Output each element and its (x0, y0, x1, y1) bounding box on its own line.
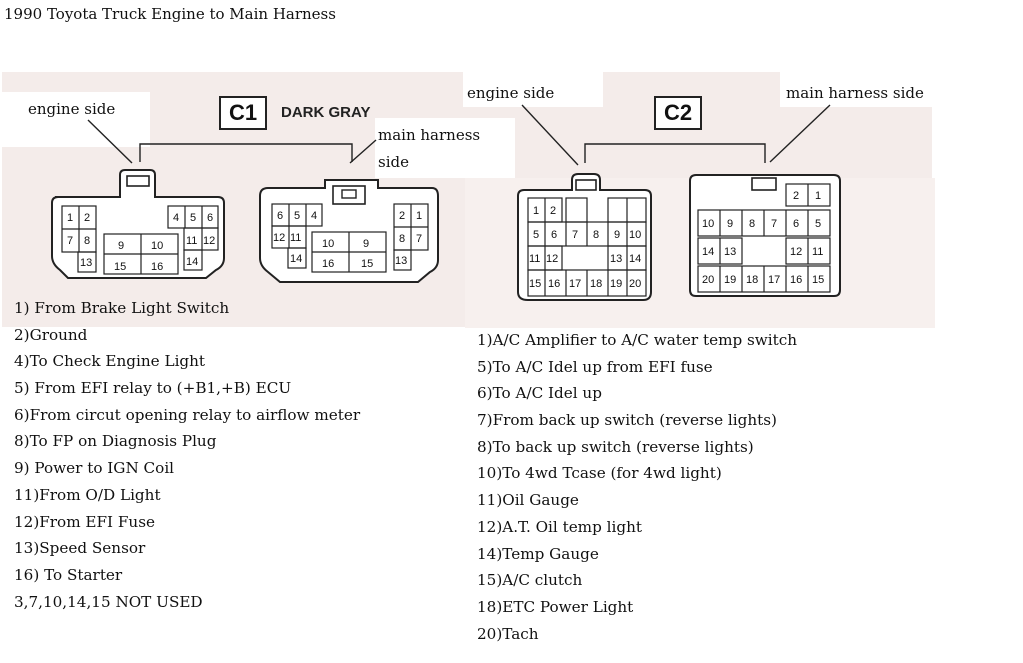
list-item: 6)To A/C Idel up (477, 384, 602, 403)
list-item: 15)A/C clutch (477, 571, 583, 590)
c2-engine-side-label: engine side (467, 84, 555, 102)
pin-number: 12 (203, 235, 216, 247)
list-item: 11)From O/D Light (14, 485, 161, 504)
pointer-line (88, 120, 132, 163)
pin-number: 11 (290, 232, 302, 244)
pin-number: 12 (273, 232, 286, 244)
pin-number: 7 (67, 235, 74, 247)
pin-number: 17 (569, 278, 582, 290)
pin-number: 6 (793, 218, 800, 230)
list-item: 14)Temp Gauge (477, 544, 599, 563)
pin-number: 1 (815, 190, 822, 202)
pin-number: 15 (812, 274, 825, 286)
pin-number: 20 (702, 274, 715, 286)
c1-main-harness-label: main harness (378, 126, 481, 144)
pin-number: 8 (399, 233, 406, 245)
list-item: 9) Power to IGN Coil (14, 459, 175, 478)
pin-number: 13 (610, 253, 623, 265)
c1-badge: C1 (219, 96, 267, 130)
pin-number: 15 (114, 261, 127, 273)
pointer-line (522, 105, 578, 165)
pin-number: 6 (207, 212, 214, 224)
list-item: 5) From EFI relay to (+B1,+B) ECU (14, 379, 292, 398)
pin-number: 5 (815, 218, 822, 230)
list-item: 4)To Check Engine Light (14, 352, 206, 371)
pin-number: 18 (746, 274, 759, 286)
pin-number: 2 (793, 190, 800, 202)
pin-number: 17 (768, 274, 781, 286)
list-item: 1) From Brake Light Switch (14, 299, 230, 317)
pin-number: 5 (533, 229, 540, 241)
pin-number: 8 (593, 229, 600, 241)
list-item: 11)Oil Gauge (477, 491, 579, 510)
list-item: 3,7,10,14,15 NOT USED (14, 592, 203, 611)
page-title: 1990 Toyota Truck Engine to Main Harness (4, 5, 336, 23)
pin-number: 12 (790, 246, 803, 258)
pin-number: 6 (277, 210, 284, 222)
pin-number: 1 (533, 205, 540, 217)
pin-number: 12 (546, 253, 559, 265)
c2-main-harness-side-label: main harness side (786, 84, 924, 102)
pin-number: 7 (416, 233, 423, 245)
bracket-line (585, 144, 765, 163)
c1-pin-list (14, 295, 360, 615)
c2-pin-list (477, 327, 797, 647)
pin-number: 2 (84, 212, 91, 224)
pin-number: 9 (614, 229, 621, 241)
pointer-line (350, 140, 376, 163)
pin-number: 9 (363, 238, 370, 250)
list-item: 20)Tach (477, 624, 539, 643)
pin-number: 8 (84, 235, 91, 247)
c2-badge: C2 (654, 96, 702, 130)
pin-number: 2 (550, 205, 557, 217)
list-item: 6)From circut opening relay to airflow meter (14, 405, 361, 424)
pin-number: 7 (771, 218, 778, 230)
pin-number: 7 (572, 229, 579, 241)
list-item: 5)To A/C Idel up from EFI fuse (477, 357, 713, 376)
pin-number: 14 (702, 246, 715, 258)
list-item: 13)Speed Sensor (14, 539, 146, 558)
pin-number: 4 (311, 210, 318, 222)
pin-number: 5 (294, 210, 301, 222)
pin-number: 4 (173, 212, 180, 224)
pin-number: 18 (590, 278, 603, 290)
pin-number: 16 (790, 274, 803, 286)
list-item: 16) To Starter (14, 565, 123, 584)
c1-side-label: side (378, 153, 409, 171)
pin-number: 9 (118, 240, 125, 252)
pin-number: 11 (529, 253, 541, 265)
pin-number: 14 (290, 253, 303, 265)
c1-engine-side-label: engine side (28, 100, 116, 118)
pin-number: 16 (548, 278, 561, 290)
pin-number: 1 (67, 212, 74, 224)
pin-number: 15 (361, 258, 374, 270)
pin-number: 1 (416, 210, 423, 222)
pin-number: 6 (551, 229, 558, 241)
c1-color-label: DARK GRAY (281, 104, 371, 121)
list-item: 7)From back up switch (reverse lights) (477, 411, 777, 430)
list-item: 10)To 4wd Tcase (for 4wd light) (477, 464, 722, 483)
pin-number: 14 (629, 253, 642, 265)
pin-number: 13 (395, 255, 408, 267)
list-item: 8)To back up switch (reverse lights) (477, 437, 754, 456)
pointer-line (770, 105, 830, 162)
pin-number: 10 (629, 229, 642, 241)
pin-number: 19 (724, 274, 737, 286)
pin-number: 8 (749, 218, 756, 230)
list-item: 2)Ground (14, 325, 88, 344)
pin-number: 11 (186, 235, 198, 247)
list-item: 12)From EFI Fuse (14, 512, 155, 531)
pin-number: 13 (80, 257, 93, 269)
list-item: 1)A/C Amplifier to A/C water temp switch (477, 331, 798, 349)
pin-number: 10 (151, 240, 164, 252)
pin-number: 13 (724, 246, 737, 258)
pin-number: 11 (812, 246, 824, 258)
pin-number: 20 (629, 278, 642, 290)
pin-number: 19 (610, 278, 623, 290)
pin-number: 5 (190, 212, 197, 224)
pin-number: 16 (322, 258, 335, 270)
list-item: 18)ETC Power Light (477, 597, 634, 616)
pin-number: 15 (529, 278, 542, 290)
pin-number: 16 (151, 261, 164, 273)
list-item: 8)To FP on Diagnosis Plug (14, 432, 217, 451)
bracket-line (140, 144, 352, 162)
pin-number: 2 (399, 210, 406, 222)
pin-number: 9 (727, 218, 734, 230)
pin-number: 10 (702, 218, 715, 230)
pin-number: 10 (322, 238, 335, 250)
list-item: 12)A.T. Oil temp light (477, 517, 642, 536)
pin-number: 14 (186, 256, 199, 268)
